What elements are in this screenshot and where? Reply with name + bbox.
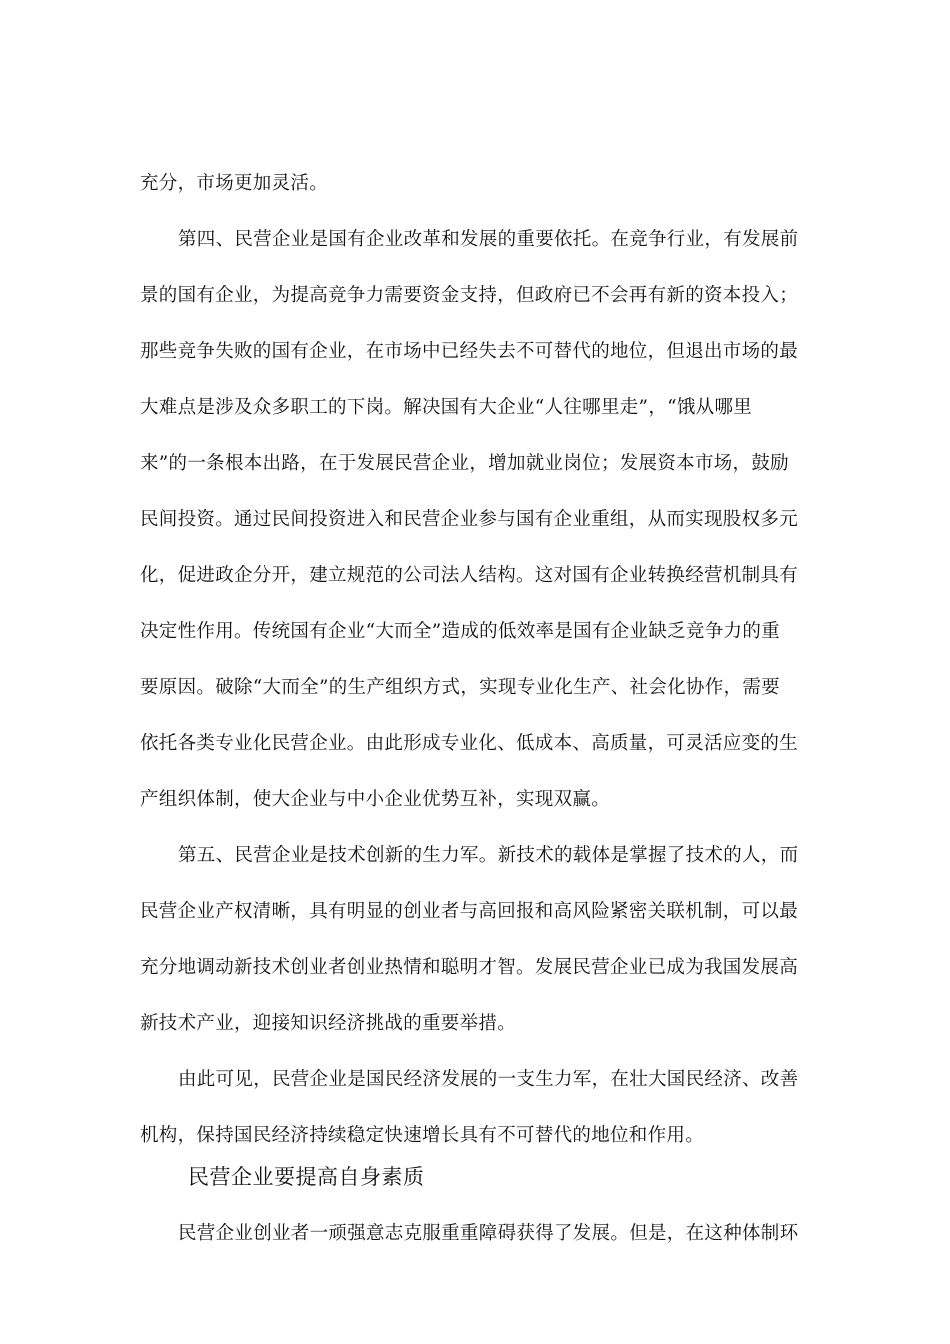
paragraph-4-line: 那些竞争失败的国有企业，在市场中已经失去不可替代的地位，但退出市场的最 bbox=[140, 341, 799, 362]
paragraph-5-line: 民营企业产权清晰，具有明显的创业者与高回报和高风险紧密关联机制，可以最 bbox=[140, 901, 799, 922]
paragraph-4-line: 来”的一条根本出路，在于发展民营企业，增加就业岗位；发展资本市场，鼓励 bbox=[140, 453, 789, 474]
paragraph-4-line: 大难点是涉及众多职工的下岗。解决国有大企业“人往哪里走”，“饿从哪里 bbox=[140, 397, 753, 418]
paragraph-6-line: 由此可见，民营企业是国民经济发展的一支生力军，在壮大国民经济、改善 bbox=[178, 1069, 799, 1090]
paragraph-4-line: 依托各类专业化民营企业。由此形成专业化、低成本、高质量，可灵活应变的生 bbox=[140, 733, 799, 754]
paragraph-4-line: 产组织体制，使大企业与中小企业优势互补，实现双赢。 bbox=[140, 789, 611, 810]
section-heading: 民营企业要提高自身素质 bbox=[188, 1165, 425, 1189]
paragraph-5-line: 新技术产业，迎接知识经济挑战的重要举措。 bbox=[140, 1013, 517, 1034]
paragraph-4-line: 景的国有企业，为提高竞争力需要资金支持，但政府已不会再有新的资本投入； bbox=[140, 285, 799, 306]
paragraph-4-line: 民间投资。通过民间投资进入和民营企业参与国有企业重组，从而实现股权多元 bbox=[140, 509, 799, 530]
paragraph-5-line: 第五、民营企业是技术创新的生力军。新技术的载体是掌握了技术的人，而 bbox=[178, 845, 799, 866]
paragraph-4-line: 要原因。破除“大而全”的生产组织方式，实现专业化生产、社会化协作，需要 bbox=[140, 677, 780, 698]
paragraph-5-line: 充分地调动新技术创业者创业热情和聪明才智。发展民营企业已成为我国发展高 bbox=[140, 957, 799, 978]
paragraph-4-line: 第四、民营企业是国有企业改革和发展的重要依托。在竞争行业，有发展前 bbox=[178, 229, 799, 250]
paragraph-7-line: 民营企业创业者一顽强意志克服重重障碍获得了发展。但是，在这种体制环 bbox=[178, 1223, 799, 1244]
text-line: 充分，市场更加灵活。 bbox=[140, 173, 329, 194]
paragraph-4-line: 化，促进政企分开，建立规范的公司法人结构。这对国有企业转换经营机制具有 bbox=[140, 565, 799, 586]
paragraph-4-line: 决定性作用。传统国有企业“大而全”造成的低效率是国有企业缺乏竞争力的重 bbox=[140, 621, 780, 642]
paragraph-6-line: 机构，保持国民经济持续稳定快速增长具有不可替代的地位和作用。 bbox=[140, 1125, 705, 1146]
